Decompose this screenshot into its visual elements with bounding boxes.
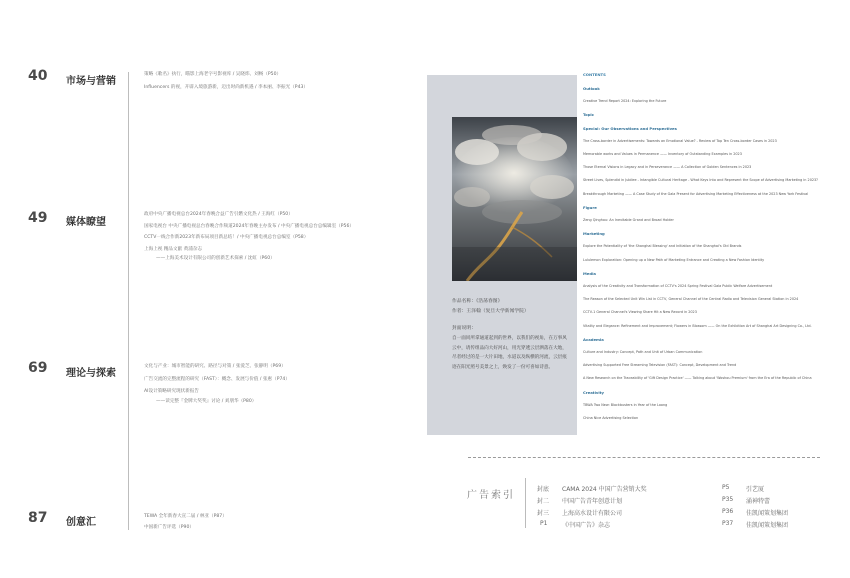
contents-item[interactable]: Memorable works and Values in Permanence —— Inventory of Outstanding Examples in 2023 [583, 152, 742, 156]
section-title[interactable]: 理论与探索 [66, 368, 116, 379]
contents-item[interactable]: The Reason of the Selected Unit Win List in CCTV, General Channel of the Central Radio and Television General Station in 2024 [583, 297, 799, 302]
ad-key: 封三 [537, 510, 550, 517]
entry-line[interactable]: 上海上视 精品文献 黄浦杂志 [144, 246, 203, 252]
contents-section-heading: Media [583, 270, 596, 276]
ad-key: P37 [722, 520, 734, 527]
contents-item[interactable]: Advertising Supported Free Streaming Television (FAST): Concept, Development and Trend [583, 363, 737, 368]
contents-item[interactable]: Those Eternal Visions in Legacy and in Perseverance —— A Collection of Golden Sentences in 2023 [583, 165, 752, 170]
entry-line[interactable]: ——读完整『金牌大奖奖』讨论 / 刘朋华（P80） [156, 398, 257, 404]
section-entries [144, 512, 227, 532]
contents-section-heading: Topic [583, 112, 594, 118]
ad-key: P36 [722, 508, 734, 515]
ad-index-divider [525, 478, 526, 528]
dashed-divider [468, 457, 820, 458]
entry-line[interactable]: 政府中央广播电视总台2024年春晚合益广告引燃文化热 / 王海红（P50） [144, 212, 293, 217]
ad-value[interactable]: CAMA 2024 中国广告营销大奖 [562, 486, 647, 493]
entry-line[interactable]: ——上海美术设计有限公司的创新艺术探索 / 沈虹（P60） [156, 256, 275, 262]
contents-item[interactable]: Lululemon Exploration: Opening up a New Path of Marketing Entrance and Creating a New Fashion Identity [583, 257, 765, 262]
ad-key: P1 [540, 520, 548, 527]
contents-item[interactable]: Vitality and Elegance: Refinement and Improvement; Flowers in Blossom —— On the Exhibition Art of Shanghai Art Designing Co., Ltd. [583, 323, 812, 328]
entry-line[interactable]: TEWA 全年新春大宣二届 / 林亚（P87） [144, 514, 227, 519]
contents-item[interactable]: Culture and Industry: Concept, Path and Unit of Urban Communication [583, 350, 703, 354]
contents-item[interactable]: Zeng Qinghou: An Inevitable Grand and Broad Holder [583, 218, 674, 222]
cover-note-title: 封面说明： [452, 326, 476, 331]
entry-line[interactable]: 中国新广告评选（P90） [144, 524, 194, 530]
entry-line[interactable]: CCTV一线合作新2023年新布局项目新总结！/ 中央广播电视总台总编室（P58） [144, 235, 309, 241]
contents-section-heading: Academia [583, 336, 604, 342]
cover-author-caption: 作者：王泽翰（复旦大学新闻学院） [452, 309, 529, 314]
ad-key: 封二 [537, 498, 550, 505]
section-entries [144, 362, 290, 406]
section-title[interactable]: 市场与营销 [66, 76, 116, 87]
ad-value[interactable]: 中国广告青年创意计划 [562, 498, 623, 505]
ad-value[interactable]: 引艺厦 [746, 486, 765, 493]
ad-value[interactable]: 佳凯闻策划集团 [746, 510, 789, 517]
contents-item[interactable]: TBWA Two New: Blockbusters in Year of the Loong [583, 402, 668, 407]
ad-key: P35 [722, 496, 734, 503]
ad-value[interactable]: 佳凯闻策划集团 [746, 522, 789, 529]
entry-line[interactable]: 策略《歌名》执行，瞄影上海老字号影视库 / 吴晓炜、刘畅（P50） [144, 72, 282, 77]
contents-item[interactable]: Creative Trend Report 2024: Exploring the Future [583, 99, 667, 104]
contents-item[interactable]: CCTV-1 General Channel's Viewing Share Hit a New Record in 2023 [583, 310, 697, 315]
ad-index-title: 广告索引 [467, 490, 515, 501]
ad-value[interactable]: 《中国广告》杂志 [562, 522, 611, 529]
section-number: 49 [28, 210, 48, 226]
contents-item[interactable]: Explore the Potentiality of 'the Shanghai Blessing' and Initiation of the Shanghai's Old Brands [583, 244, 742, 249]
ad-key: P5 [722, 484, 730, 491]
section-number: 87 [28, 510, 48, 526]
contents-section-heading: Special: Our Observations and Perspectives [583, 125, 677, 131]
section-entries [144, 70, 308, 92]
contents-section-heading: Outlook [583, 86, 600, 91]
section-number: 40 [28, 68, 48, 84]
entry-line[interactable]: 国家电视台 中央广播电视总台春晚合作频道2024年春晚主办发布 / 中央广播电视总台总编辑室（P56） [144, 223, 354, 229]
section-title[interactable]: 创意汇 [66, 517, 96, 528]
contents-item[interactable]: China Nice Advertising Selection [583, 416, 639, 420]
contents-item[interactable]: Breakthrough Marketing —— A Case Study of the Gala Present for Advertising Marketing Effectiveness at the 2023 New York Festival [583, 191, 809, 196]
section-entries [144, 210, 354, 264]
contents-item[interactable]: Analysis of the Creativity and Transformation of CCTV's 2024 Spring Festival Gala Public Welfare Advertisement [583, 284, 773, 288]
section-divider-line [128, 72, 129, 530]
contents-section-heading: Marketing [583, 231, 605, 237]
contents-section-heading: Figure [583, 204, 597, 210]
ad-value[interactable]: 上海高水设计有限公司 [562, 510, 623, 517]
contents-item[interactable]: The Cross-border in Advertisements: Towards an Emotional Value? - Review of Top Ten Cross-border Cases in 2023 [583, 138, 777, 143]
section-title[interactable]: 媒体瞭望 [66, 217, 106, 228]
entry-line[interactable]: 文化与产业：城市智能的研究、路径与对策 / 张爱芝、张静明（P69） [144, 364, 286, 369]
entry-line[interactable]: 广告交流的完整流程的研究（FAST）：概念、发展与价值 / 张惠（P74） [144, 376, 290, 382]
cover-photo [452, 117, 577, 281]
ad-value[interactable]: 涌神特蕾 [746, 498, 771, 505]
contents-section-heading: Creativity [583, 389, 604, 395]
contents-item[interactable]: Street Lives, Splendid in Jubilee - Intangible Cultural Heritage - What Keys Into and Represent the Scope of Advertising Marketing in 2023? [583, 178, 818, 183]
contents-heading: CONTENTS [583, 72, 606, 77]
ad-key: 封底 [537, 486, 550, 493]
entry-line[interactable]: AI设计策略研究现状新报告 [144, 389, 200, 395]
contents-item[interactable]: A New Research on the Traceability of 'Gift Design Practice' —— Talking about 'Woshou Premium' from the Era of the Republic of China [583, 376, 812, 381]
section-number: 69 [28, 360, 48, 376]
cover-work-caption: 作品名称：《浩荡春图》 [452, 299, 503, 304]
entry-line[interactable]: Influencers 的视，开辟入境旅游新，迈出时尚新机遇 / 李本丽、李振光（P43） [144, 84, 309, 90]
cover-note-body: 自一面同所拿通道起到的世界，以我们的视角，在万事风云中，请传组品向大好河山，用光穿透云层洒落在大地，尽者经过的是一大片田地，水道以及纵横的河流，云层痕迹在阳光照号美景之上，焕发了一份可喜如诗意。 [452, 336, 567, 370]
